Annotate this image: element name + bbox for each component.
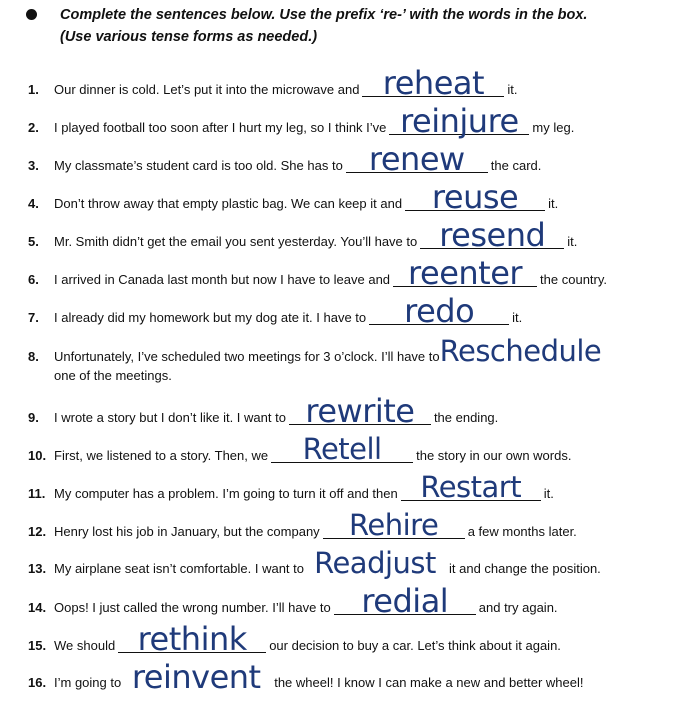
- handwritten-answer: Readjust: [314, 546, 436, 580]
- item-number: 1.: [28, 82, 39, 97]
- answer-blank[interactable]: [304, 542, 446, 580]
- sentence-text-after: the wheel! I know I can make a new and better wheel!: [274, 675, 584, 690]
- sentence-text-before: Oops! I just called the wrong number. I’ll have to: [54, 600, 331, 615]
- handwritten-answer: reuse: [431, 178, 519, 216]
- sentence-5: [28, 214, 688, 254]
- sentence-text-after: the card.: [490, 158, 542, 173]
- answer-blank[interactable]: [389, 100, 529, 140]
- item-number: 7.: [28, 310, 39, 325]
- sentence-7: [28, 290, 688, 330]
- sentence-text-after: it.: [548, 196, 559, 211]
- sentence-text-before: Unfortunately, I’ve scheduled two meetings for 3 o’clock. I’ll have to: [54, 349, 440, 364]
- handwritten-answer: redo: [404, 292, 475, 330]
- sentence-text-before: Our dinner is cold. Let’s put it into the microwave and: [54, 82, 360, 97]
- sentence-9: [28, 390, 688, 430]
- sentence-text-before: My airplane seat isn’t comfortable. I want to: [54, 561, 305, 576]
- sentence-13: [28, 542, 688, 580]
- item-number: 8.: [28, 349, 39, 364]
- sentence-text-before: I played football too soon after I hurt my leg, so I think I’ve: [54, 120, 387, 135]
- answer-blank[interactable]: [393, 252, 537, 292]
- sentence-text-before: We should: [54, 638, 116, 653]
- item-number: 16.: [28, 675, 47, 690]
- sentence-2: [28, 100, 688, 140]
- handwritten-answer: rewrite: [305, 392, 415, 430]
- sentence-text-after: a few months later.: [467, 524, 577, 539]
- sentence-12: [28, 504, 688, 542]
- instructions-line-2: (Use various tense forms as needed.): [60, 29, 318, 45]
- answer-blank[interactable]: [271, 428, 413, 466]
- handwritten-answer: Restart: [420, 470, 522, 504]
- sentence-text-before: Don’t throw away that empty plastic bag. We can keep it and: [54, 196, 403, 211]
- answer-blank[interactable]: [439, 330, 602, 368]
- handwritten-answer: rethink: [137, 620, 247, 658]
- item-number: 9.: [28, 410, 39, 425]
- item-number: 2.: [28, 120, 39, 135]
- sentence-11: [28, 466, 688, 504]
- answer-blank[interactable]: [346, 138, 488, 178]
- sentence-text-after: the ending.: [433, 410, 499, 425]
- sentence-text-before: I’m going to: [54, 675, 122, 690]
- handwritten-answer: renew: [368, 140, 465, 178]
- sentence-16: [28, 656, 688, 696]
- sentence-text-before: I already did my homework but my dog ate it. I have to: [54, 310, 367, 325]
- sentence-8-continuation: one of the meetings.: [54, 368, 172, 383]
- handwritten-answer: resend: [439, 216, 546, 254]
- handwritten-answer: redial: [361, 582, 449, 620]
- bullet-icon: [26, 9, 37, 20]
- item-number: 12.: [28, 524, 47, 539]
- sentence-1: [28, 62, 688, 102]
- sentence-text-after: my leg.: [532, 120, 575, 135]
- item-number: 11.: [28, 486, 46, 501]
- sentence-text-after: it.: [543, 486, 554, 501]
- handwritten-answer: reenter: [408, 254, 523, 292]
- answer-blank[interactable]: [323, 504, 465, 542]
- sentence-15: [28, 618, 688, 658]
- answer-blank[interactable]: [420, 214, 564, 254]
- instructions-line-1: Complete the sentences below. Use the prefix ‘re-’ with the words in the box.: [60, 7, 588, 23]
- sentence-text-after: it.: [512, 310, 523, 325]
- sentence-text-after: the story in our own words.: [416, 448, 572, 463]
- sentence-text-before: Henry lost his job in January, but the company: [54, 524, 320, 539]
- item-number: 3.: [28, 158, 39, 173]
- item-number: 13.: [28, 561, 47, 576]
- answer-blank[interactable]: [118, 618, 266, 658]
- answer-blank[interactable]: [334, 580, 476, 620]
- sentence-4: [28, 176, 688, 216]
- sentence-text-after: it.: [507, 82, 518, 97]
- answer-blank[interactable]: [369, 290, 509, 330]
- item-number: 15.: [28, 638, 47, 653]
- answer-blank[interactable]: [401, 466, 541, 504]
- sentence-text-after: it and change the position.: [449, 561, 601, 576]
- sentence-3: [28, 138, 688, 178]
- answer-blank[interactable]: [289, 390, 431, 430]
- handwritten-answer: reinjure: [400, 102, 519, 140]
- item-number: 4.: [28, 196, 39, 211]
- item-number: 10.: [28, 448, 47, 463]
- sentence-6: [28, 252, 688, 292]
- item-number: 5.: [28, 234, 39, 249]
- handwritten-answer: Reschedule: [439, 334, 602, 368]
- sentence-text-before: Mr. Smith didn’t get the email you sent yesterday. You’ll have to: [54, 234, 418, 249]
- sentence-text-after: it.: [567, 234, 578, 249]
- sentence-text-before: My computer has a problem. I’m going to turn it off and then: [54, 486, 398, 501]
- sentence-14: [28, 580, 688, 620]
- sentence-text-after: our decision to buy a car. Let’s think about it again.: [269, 638, 561, 653]
- handwritten-answer: reheat: [382, 64, 485, 102]
- sentence-text-before: First, we listened to a story. Then, we: [54, 448, 269, 463]
- sentence-text-before: I wrote a story but I don’t like it. I want to: [54, 410, 286, 425]
- handwritten-answer: Retell: [302, 432, 382, 466]
- answer-blank[interactable]: [362, 62, 504, 102]
- item-number: 14.: [28, 600, 47, 615]
- sentence-text-before: I arrived in Canada last month but now I have to leave and: [54, 272, 391, 287]
- answer-blank[interactable]: [405, 176, 545, 216]
- sentence-10: [28, 428, 688, 466]
- handwritten-answer: Rehire: [349, 508, 439, 542]
- sentence-text-after: the country.: [540, 272, 608, 287]
- handwritten-answer: reinvent: [131, 658, 261, 696]
- sentence-text-after: and try again.: [478, 600, 558, 615]
- item-number: 6.: [28, 272, 39, 287]
- instructions: [22, 4, 682, 48]
- answer-blank[interactable]: [121, 656, 271, 696]
- sentence-8: [28, 330, 688, 368]
- sentence-text-before: My classmate’s student card is too old. She has to: [54, 158, 343, 173]
